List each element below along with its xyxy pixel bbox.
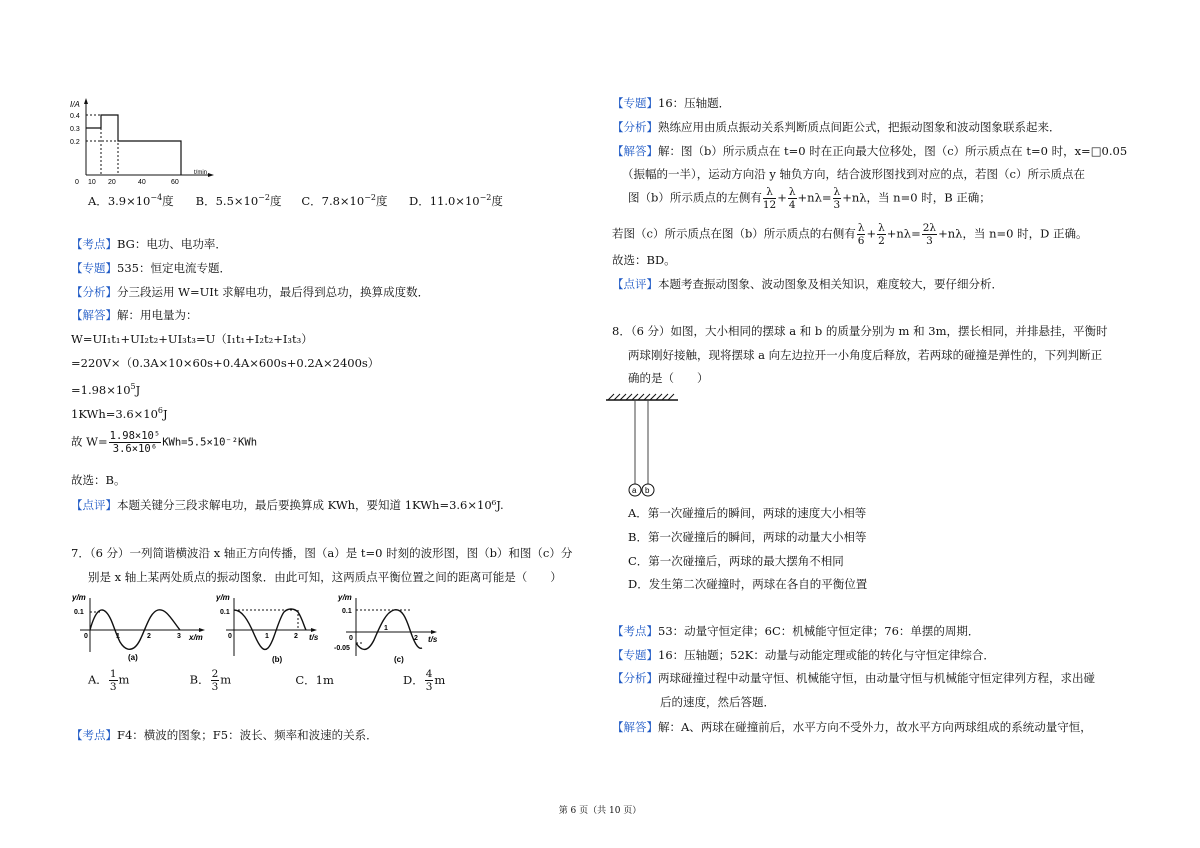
q8-option-b: B．第一次碰撞后的瞬间，两球的动量大小相等: [628, 530, 867, 544]
svg-text:0: 0: [228, 633, 232, 640]
q6-option-c: C．$7.8\times 10^{-2}$度: [301, 193, 388, 208]
svg-text:y/m: y/m: [72, 593, 86, 602]
q8-option-c: C．第一次碰撞后，两球的最大摆角不相同: [628, 554, 844, 568]
svg-text:2: 2: [294, 633, 298, 640]
q8-stem-line3: 确的是（ ）: [628, 371, 709, 385]
q7-option-a: A． $\frac{1}{3}$ m: [88, 668, 130, 693]
q8-stem-line2: 两球刚好接触，现将摆球 a 向左边拉开一小角度后释放，若两球的碰撞是弹性的，下列判断正: [628, 348, 1103, 362]
page-footer: 第 6 页（共 10 页）: [558, 806, 642, 816]
svg-text:-0.05: -0.05: [334, 645, 350, 652]
q8-fenxi-line1: 【分析】两球碰撞过程中动量守恒、机械能守恒，由动量守恒与机械能守恒定律列方程，求出碰: [612, 671, 1095, 685]
svg-text:0: 0: [349, 635, 353, 642]
current-time-graph: [66, 95, 216, 185]
jieda-line: 【解答】解：用电量为：: [71, 308, 198, 322]
r-jieda-line3: 图（b）所示质点的左侧有 $\frac{\lambda}{12}$ + $\frac{\lambda}{4}$ +nλ= $\frac{\lambda}{3}$ +nλ，当 n=0 时，B 正确；: [628, 186, 991, 211]
q8-option-d: D．发生第二次碰撞时，两球在各自的平衡位置: [628, 577, 868, 591]
svg-text:t/s: t/s: [309, 633, 319, 642]
q8-fenxi-line2: 后的速度，然后答题．: [660, 695, 775, 709]
svg-text:t/s: t/s: [428, 635, 438, 644]
q8-kaodian-line: 【考点】53：动量守恒定律；6C：机械能守恒定律；76：单摆的周期．: [612, 624, 980, 638]
r-jieda-line2: （振幅的一半），运动方向沿 y 轴负方向，结合波形图找到对应的点，若图（c）所示质点在: [622, 167, 1085, 181]
r-fenxi-line: 【分析】熟练应用由质点振动关系判断质点间距公式，把振动图象和波动图象联系起来．: [612, 120, 1061, 134]
svg-text:1: 1: [265, 633, 269, 640]
svg-text:1: 1: [116, 633, 120, 640]
graph-xtick: 0: [75, 179, 79, 185]
wave-graph-c: [334, 590, 446, 668]
svg-text:2: 2: [414, 635, 418, 642]
kaodian-line: 【考点】BG：电功、电功率．: [71, 237, 227, 251]
svg-text:y/m: y/m: [216, 593, 230, 602]
q7-option-d: D． $\frac{4}{3}$ m: [402, 668, 446, 693]
q6-option-d: D．$11.0\times 10^{-2}$度: [408, 193, 503, 208]
q6-option-a: A．$3.9\times 10^{-4}$度: [88, 193, 174, 208]
svg-text:y/m: y/m: [338, 593, 352, 602]
svg-text:1: 1: [384, 625, 388, 632]
q8-jieda-line: 【解答】解：A、两球在碰撞前后，水平方向不受外力，故水平方向两球组成的系统动量守恒，: [612, 720, 1092, 734]
equation-1: W=UI₁t₁+UI₂t₂+UI₃t₃=U（I₁t₁+I₂t₂+I₃t₃）: [71, 332, 313, 346]
q8-stem-line1: 8．（6 分）如图，大小相同的摆球 a 和 b 的质量分别为 m 和 3m，摆长相同，并排悬挂，平衡时: [612, 324, 1108, 338]
svg-text:(c): (c): [394, 655, 404, 664]
svg-text:(b): (b): [272, 655, 283, 664]
pendulum-figure: [604, 392, 684, 502]
graph-xtick: 10: [88, 179, 96, 185]
ball-a-label: a: [632, 486, 637, 495]
equation-5: 故 W= $\frac{\text{1.98×10⁵}}{\text{3.6×10⁶}}$ KWh=5.5×10⁻²KWh: [71, 430, 258, 455]
q6-options: [88, 190, 503, 209]
graph-ylabel: I/A: [70, 100, 80, 109]
svg-text:(a): (a): [128, 653, 138, 662]
answer-line: 故选：B。: [71, 473, 126, 487]
graph-xlabel: t/min: [194, 170, 208, 176]
graph-ytick: 0.4: [70, 113, 80, 120]
svg-text:3: 3: [177, 633, 181, 640]
r-zhuanti-line: 【专题】16：压轴题．: [612, 96, 731, 110]
q8-zhuanti-line: 【专题】16：压轴题；52K：动量与动能定理或能的转化与守恒定律综合．: [612, 648, 995, 662]
zhuanti-line: 【专题】535：恒定电流专题．: [71, 261, 231, 275]
svg-text:2: 2: [147, 633, 151, 640]
r-answer-line: 故选：BD。: [612, 253, 676, 267]
q7-options: [88, 668, 445, 693]
q7-option-b: B． $\frac{2}{3}$ m: [189, 668, 232, 693]
graph-xtick: 20: [108, 179, 116, 185]
q8-option-a: A．第一次碰撞后的瞬间，两球的速度大小相等: [628, 506, 867, 520]
wave-graph-b: [216, 590, 326, 665]
graph-ytick: 0.2: [70, 139, 80, 146]
r-jieda-line4: 若图（c）所示质点在图（b）所示质点的右侧有 $\frac{\lambda}{6}$ + $\frac{\lambda}{2}$ +nλ= $\frac{2\lambda}{3}$ +nλ，当 n=0 时，D 正确。: [612, 222, 1088, 247]
svg-text:0.1: 0.1: [74, 609, 84, 616]
ball-b-label: b: [645, 486, 650, 495]
q7-stem-line2: 别是 x 轴上某两处质点的振动图象．由此可知，这两质点平衡位置之间的距离可能是（ ）: [88, 570, 562, 584]
graph-xtick: 40: [138, 179, 146, 185]
equation-4: $1KWh=3.6\times 10^6J$: [71, 406, 168, 421]
graph-xtick: 60: [171, 179, 179, 185]
kaodian-tag: 【考点】: [71, 237, 117, 251]
equation-3: $=1.98\times 10^5J$: [71, 382, 141, 397]
svg-text:0: 0: [84, 633, 88, 640]
graph-ytick: 0.3: [70, 126, 80, 133]
fenxi-line: 【分析】分三段运用 W=UIt 求解电功，最后得到总功，换算成度数．: [71, 285, 430, 299]
q7-option-c: C．1m: [295, 672, 334, 687]
dianping-line: 【点评】本题关键分三段求解电功，最后要换算成 KWh，要知道 1KWh=3.6×10⁶J.: [71, 498, 504, 512]
q7-stem-line1: 7．（6 分）一列简谐横波沿 x 轴正方向传播，图（a）是 t=0 时刻的波形图，图（b）和图（c）分: [71, 546, 573, 560]
svg-text:x/m: x/m: [189, 633, 203, 642]
svg-text:0.1: 0.1: [342, 608, 352, 615]
equation-2: =220V×（0.3A×10×60s+0.4A×600s+0.2A×2400s）: [71, 356, 380, 370]
r-jieda-line1: 【解答】解：图（b）所示质点在 t=0 时在正向最大位移处，图（c）所示质点在 t=0 时，x=□0.05: [612, 144, 1128, 158]
r-dianping-line: 【点评】本题考查振动图象、波动图象及相关知识，难度较大，要仔细分析．: [612, 277, 1003, 291]
svg-text:0.1: 0.1: [220, 609, 230, 616]
q7-kaodian-line: 【考点】F4：横波的图象；F5：波长、频率和波速的关系．: [71, 728, 378, 742]
wave-graph-a: [72, 590, 212, 665]
q6-option-b: B．$5.5\times 10^{-2}$度: [195, 193, 282, 208]
